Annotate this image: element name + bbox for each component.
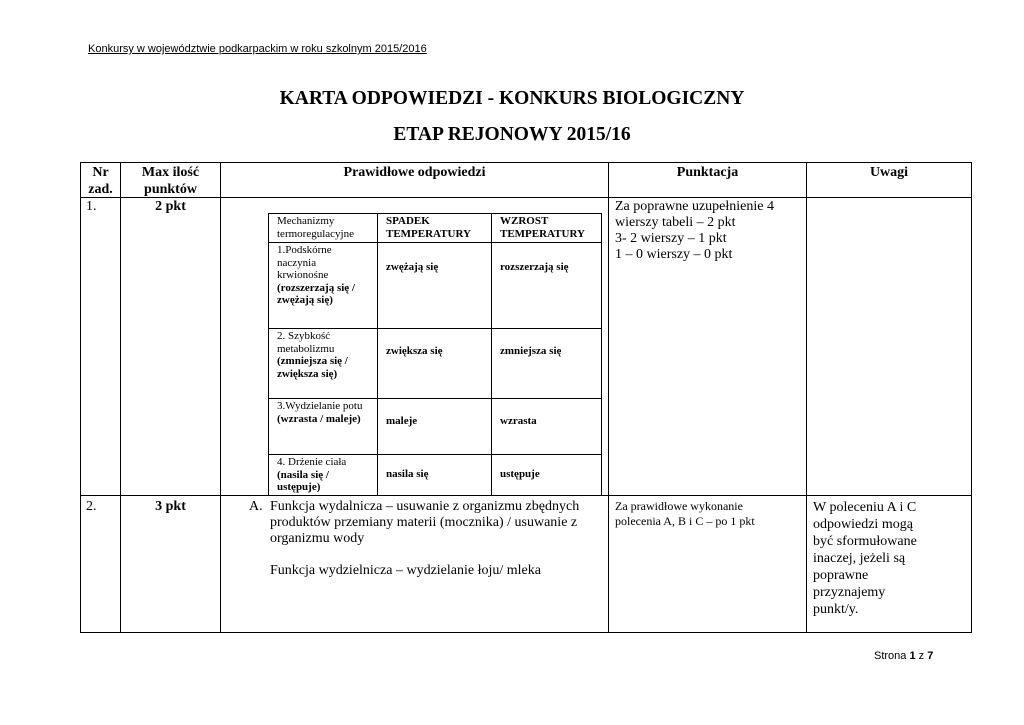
inner-row-hint: (nasila się / ustępuje) [277, 468, 329, 493]
inner-cell-rise: rozszerzają się [492, 243, 602, 329]
answer-a-line: Funkcja wydalnicza – usuwanie z organizmu zbędnych [270, 499, 580, 514]
footer-total: 7 [927, 650, 934, 662]
notes-line: punkt/y. [813, 602, 859, 617]
row2-scoring [615, 499, 755, 529]
document-header: Konkursy w województwie podkarpackim w roku szkolnym 2015/2016 [88, 43, 427, 55]
notes-line: być sformułowane [813, 534, 917, 549]
inner-row-label [269, 399, 378, 455]
answer-a-line: produktów przemiany materii (mocznika) / usuwanie z [270, 515, 578, 530]
inner-cell-drop: nasila się [378, 455, 492, 496]
row2-max-points: 3 pkt [155, 499, 186, 514]
table-col-divider [120, 162, 121, 633]
header-scoring: Punktacja [676, 165, 739, 180]
inner-row-name: 2. Szybkość metabolizmu [277, 330, 335, 355]
inner-row-label [269, 243, 378, 329]
inner-row-name: 1.Podskórne naczynia krwionośne [277, 244, 332, 281]
row1-max-points: 2 pkt [155, 199, 186, 214]
header-answers: Prawidłowe odpowiedzi [343, 165, 486, 180]
scoring-line: Za poprawne uzupełnienie 4 [615, 199, 774, 214]
row2-notes [813, 499, 917, 618]
inner-header-mechanisms: Mechanizmy termoregulacyjne [269, 214, 378, 243]
page-footer [874, 650, 933, 662]
footer-mid: z [915, 650, 928, 662]
notes-line: W poleceniu A i C [813, 500, 917, 515]
notes-line: poprawne [813, 568, 869, 583]
table-col-divider [220, 162, 221, 633]
table-border-bottom [80, 632, 972, 633]
notes-line: odpowiedzi mogą [813, 517, 913, 532]
inner-row-hint: (zmniejsza się / zwiększa się) [277, 355, 348, 380]
scoring-line: wierszy tabeli – 2 pkt [615, 215, 736, 230]
scoring-line: 3- 2 wierszy – 1 pkt [615, 231, 727, 246]
scoring-line: Za prawidłowe wykonanie [615, 499, 743, 513]
header-notes: Uwagi [869, 165, 909, 180]
inner-row-label [269, 455, 378, 496]
inner-cell-drop: zwiększa się [378, 329, 492, 399]
inner-header-drop: SPADEK TEMPERATURY [378, 214, 492, 243]
scoring-line: polecenia A, B i C – po 1 pkt [615, 514, 755, 528]
footer-prefix: Strona [874, 650, 910, 662]
page-subtitle: ETAP REJONOWY 2015/16 [393, 124, 631, 145]
table-border-left [80, 162, 81, 633]
scoring-line: 1 – 0 wierszy – 0 pkt [615, 247, 733, 262]
inner-row-label [269, 329, 378, 399]
inner-cell-drop: zwężają się [378, 243, 492, 329]
table-col-divider [608, 162, 609, 633]
inner-cell-rise: ustępuje [492, 455, 602, 496]
answer-a-line: organizmu wody [270, 531, 365, 546]
header-max-points: Max ilość punktów [141, 165, 200, 197]
notes-line: przyznajemy [813, 585, 886, 600]
answer-a [270, 499, 606, 579]
header-nr: Nr zad. [88, 165, 113, 197]
page-title: KARTA ODPOWIEDZI - KONKURS BIOLOGICZNY [279, 88, 745, 109]
inner-row-hint: (wzrasta / maleje) [277, 412, 361, 425]
answer-a-marker: A. [249, 499, 263, 514]
inner-cell-rise: wzrasta [492, 399, 602, 455]
inner-row-hint: (rozszerzają się / zwężają się) [277, 281, 355, 306]
inner-row-name: 3.Wydzielanie potu [277, 400, 363, 412]
inner-header-rise: WZROST TEMPERATURY [492, 214, 602, 243]
row1-number: 1. [86, 199, 97, 214]
row1-scoring [615, 199, 774, 263]
thermoregulation-table [268, 213, 602, 496]
table-col-divider [806, 162, 807, 633]
notes-line: inaczej, jeżeli są [813, 551, 906, 566]
inner-cell-rise: zmniejsza się [492, 329, 602, 399]
inner-row-name: 4. Drżenie ciała [277, 456, 347, 468]
table-border-top [80, 162, 972, 163]
answer-a2-line: Funkcja wydzielnicza – wydzielanie łoju/ mleka [270, 563, 541, 578]
table-border-right [971, 162, 972, 633]
footer-page: 1 [909, 650, 916, 662]
row2-number: 2. [86, 499, 97, 514]
inner-cell-drop: maleje [378, 399, 492, 455]
